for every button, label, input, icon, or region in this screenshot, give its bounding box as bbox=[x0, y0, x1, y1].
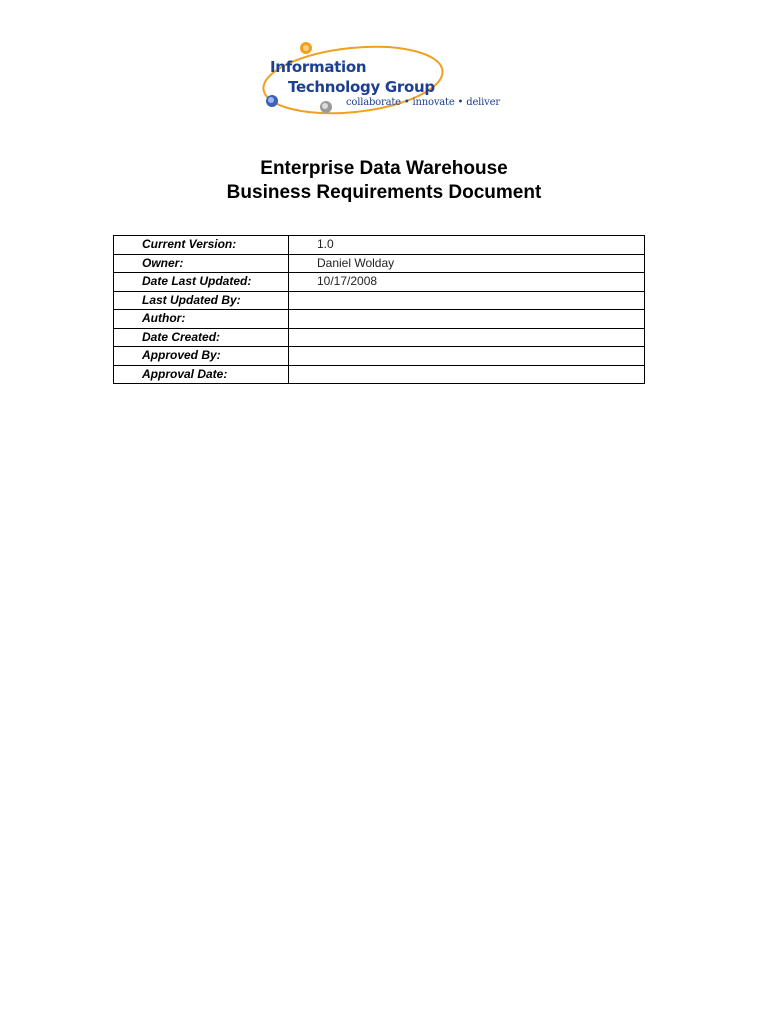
logo-text-line2: Technology Group bbox=[288, 78, 435, 96]
metadata-label: Current Version: bbox=[114, 236, 289, 255]
metadata-value bbox=[289, 310, 645, 329]
metadata-label: Approved By: bbox=[114, 347, 289, 366]
company-logo bbox=[258, 40, 518, 120]
table-row bbox=[114, 273, 645, 292]
metadata-label: Last Updated By: bbox=[114, 291, 289, 310]
table-row bbox=[114, 291, 645, 310]
metadata-value: Daniel Wolday bbox=[289, 254, 645, 273]
metadata-value bbox=[289, 291, 645, 310]
table-row bbox=[114, 328, 645, 347]
table-row bbox=[114, 310, 645, 329]
table-row bbox=[114, 347, 645, 366]
metadata-label: Date Last Updated: bbox=[114, 273, 289, 292]
metadata-label: Date Created: bbox=[114, 328, 289, 347]
table-row bbox=[114, 365, 645, 384]
logo-text-line1: Information bbox=[270, 58, 367, 76]
metadata-value: 10/17/2008 bbox=[289, 273, 645, 292]
metadata-value: 1.0 bbox=[289, 236, 645, 255]
document-title-line1: Enterprise Data Warehouse bbox=[260, 158, 508, 179]
document-metadata-table bbox=[113, 235, 645, 384]
metadata-value bbox=[289, 365, 645, 384]
table-row bbox=[114, 236, 645, 255]
metadata-value bbox=[289, 347, 645, 366]
metadata-label: Approval Date: bbox=[114, 365, 289, 384]
table-row bbox=[114, 254, 645, 273]
metadata-label: Owner: bbox=[114, 254, 289, 273]
logo-tagline: collaborate • innovate • deliver bbox=[346, 97, 500, 108]
document-title-line2: Business Requirements Document bbox=[226, 182, 542, 203]
metadata-value bbox=[289, 328, 645, 347]
metadata-label: Author: bbox=[114, 310, 289, 329]
